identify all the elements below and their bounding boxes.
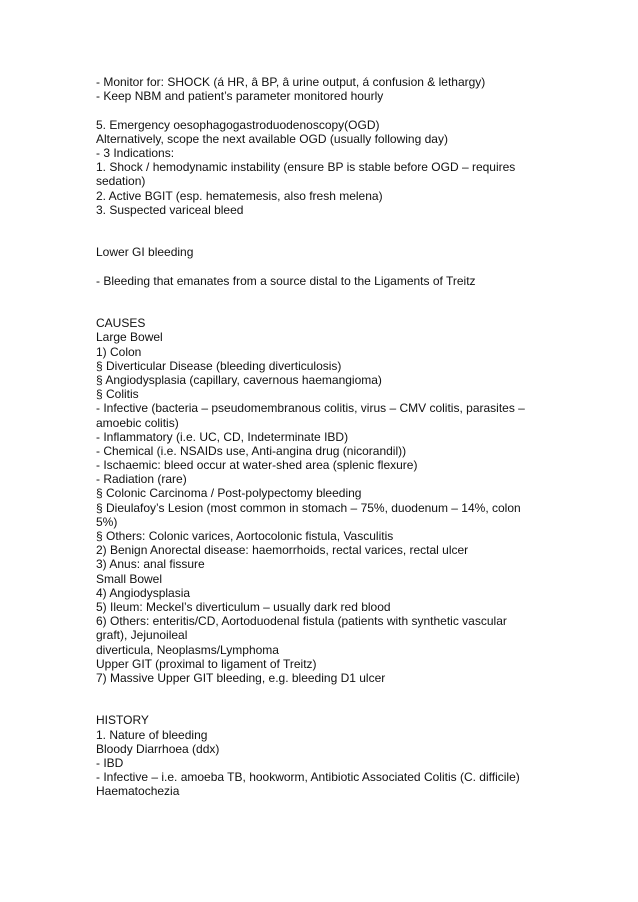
text-line: § Angiodysplasia (capillary, cavernous haemangioma) [96,372,382,387]
text-line: Lower GI bleeding [96,245,194,260]
text-line [96,217,536,231]
text-line: - Radiation (rare) [96,472,187,487]
text-line: 2) Benign Anorectal disease: haemorrhoids, rectal varices, rectal ulcer [96,543,469,558]
text-line: diverticula, Neoplasms/Lymphoma [96,642,279,657]
text-line: - Infective (bacteria – pseudomembranous colitis, virus – CMV colitis, parasites – [96,401,525,416]
text-line: 1) Colon [96,344,142,359]
text-line [96,302,536,316]
text-line: § Dieulafoy’s Lesion (most common in stomach – 75%, duodenum – 14%, colon [96,500,521,515]
text-line: § Colitis [96,387,139,402]
text-line: Upper GIT (proximal to ligament of Treitz) [96,656,317,671]
text-line [96,259,536,273]
text-line: § Others: Colonic varices, Aortocolonic fistula, Vasculitis [96,529,394,543]
text-line: - Chemical (i.e. NSAIDs use, Anti-angina drug (nicorandil)) [96,443,407,458]
text-line: 3) Anus: anal fissure [96,557,205,572]
text-line: 7) Massive Upper GIT bleeding, e.g. bleeding D1 ulcer [96,670,386,685]
text-line: 5%) [96,514,118,529]
text-line [96,288,536,302]
text-line: 6) Others: enteritis/CD, Aortoduodenal fistula (patients with synthetic vascular [96,614,507,629]
text-line: Small Bowel [96,571,163,586]
text-line: 3. Suspected variceal bleed [96,202,244,217]
text-line: 5) Ileum: Meckel’s diverticulum – usually dark red blood [96,599,391,614]
text-line: Haematochezia [96,784,180,799]
text-line [96,231,536,245]
text-line: Bloody Diarrhoea (ddx) [96,741,220,756]
text-line [96,699,536,713]
text-line: Large Bowel [96,330,163,345]
text-line: HISTORY [96,713,149,728]
text-line: - Infective – i.e. amoeba TB, hookworm, Antibiotic Associated Colitis (C. difficile) [96,770,520,785]
text-line: - 3 Indications: [96,145,175,160]
text-line: - Keep NBM and patient’s parameter monitored hourly [96,89,384,104]
text-line: - Monitor for: SHOCK (á HR, â BP, â urine output, á confusion & lethargy) [96,75,486,89]
text-line: CAUSES [96,316,146,331]
text-line: § Colonic Carcinoma / Post-polypectomy bleeding [96,486,362,501]
text-line: amoebic colitis) [96,415,179,430]
text-line: - Bleeding that emanates from a source distal to the Ligaments of Treitz [96,273,476,288]
text-line: - Inflammatory (i.e. UC, CD, Indeterminate IBD) [96,429,349,444]
text-line: 4) Angiodysplasia [96,585,191,600]
text-line: § Diverticular Disease (bleeding diverticulosis) [96,358,342,373]
text-line [96,103,536,117]
text-line: 1. Nature of bleeding [96,727,208,742]
text-line: Alternatively, scope the next available OGD (usually following day) [96,131,448,146]
text-line [96,685,536,699]
text-line: 1. Shock / hemodynamic instability (ensure BP is stable before OGD – requires [96,160,516,175]
text-line: - Ischaemic: bleed occur at water-shed area (splenic flexure) [96,458,418,473]
text-line: 2. Active BGIT (esp. hematemesis, also fresh melena) [96,188,383,203]
document-text [96,75,536,799]
text-line: 5. Emergency oesophagogastroduodenoscopy(OGD) [96,117,380,132]
text-line: - IBD [96,756,124,770]
text-line: sedation) [96,174,146,189]
text-line: graft), Jejunoileal [96,628,188,643]
